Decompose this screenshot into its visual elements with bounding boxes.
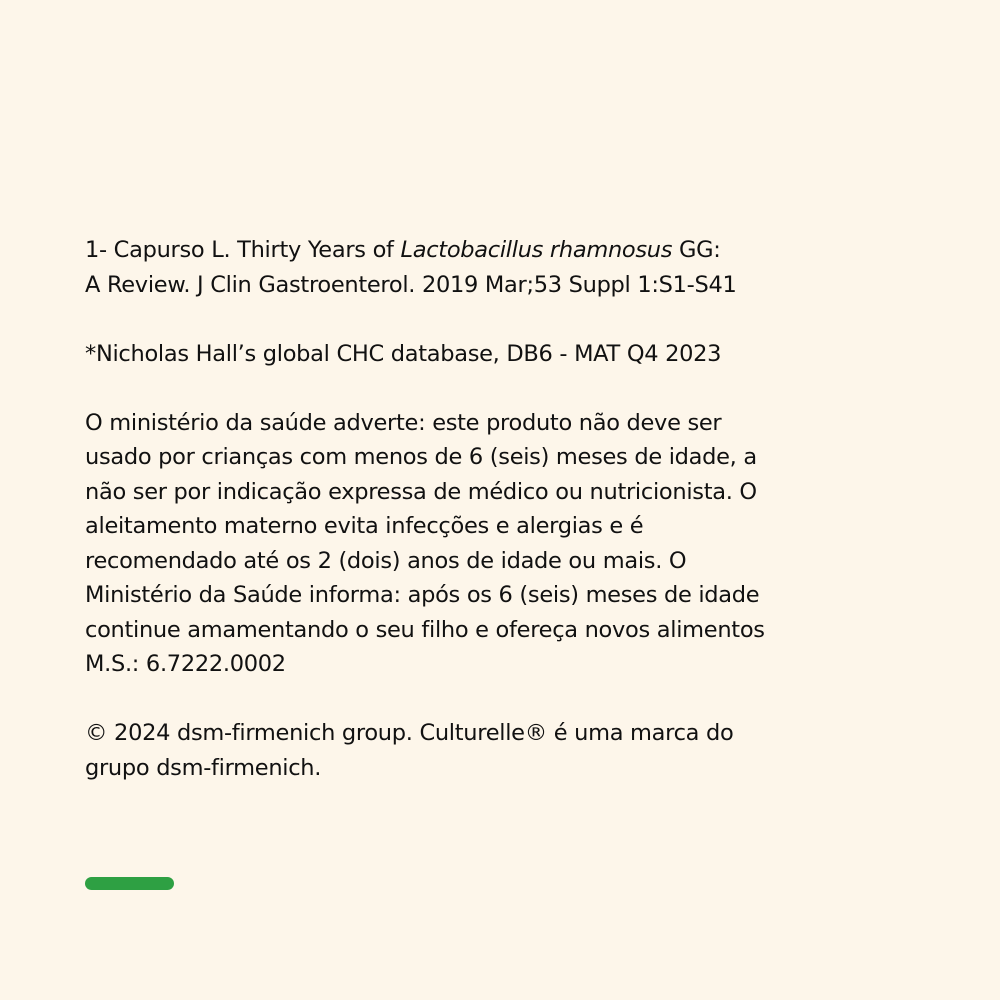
legal-text-block: [85, 233, 965, 820]
warning-line: Ministério da Saúde informa: após os 6 (seis) meses de idade: [85, 582, 760, 608]
reference-suffix: GG:: [672, 237, 721, 263]
copyright-line-1: © 2024 dsm-firmenich group. Culturelle® é uma marca do: [85, 720, 734, 746]
copyright-line-2: grupo dsm-firmenich.: [85, 754, 322, 781]
reference-species-name: Lactobacillus rhamnosus: [400, 237, 673, 263]
warning-line: recomendado até os 2 (dois) anos de idade ou mais. O: [85, 547, 687, 574]
health-ministry-warning: [85, 406, 965, 682]
warning-line: O ministério da saúde adverte: este produto não deve ser: [85, 409, 722, 436]
warning-line: continue amamentando o seu filho e ofereça novos alimentos: [85, 616, 765, 643]
footnote-text: *Nicholas Hall’s global CHC database, DB6 - MAT Q4 2023: [85, 340, 722, 367]
reference-citation: [85, 233, 965, 302]
registration-number: M.S.: 6.7222.0002: [85, 651, 286, 677]
accent-bar: [85, 877, 174, 890]
reference-line-1: [85, 233, 965, 268]
warning-line: usado por crianças com menos de 6 (seis) meses de idade, a: [85, 444, 757, 470]
warning-line: não ser por indicação expressa de médico ou nutricionista. O: [85, 478, 757, 505]
warning-line: aleitamento materno evita infecções e alergias e é: [85, 513, 644, 539]
reference-line-2: A Review. J Clin Gastroenterol. 2019 Mar;53 Suppl 1:S1-S41: [85, 271, 737, 298]
footnote: [85, 337, 965, 372]
reference-prefix: 1- Capurso L. Thirty Years of: [85, 237, 401, 263]
copyright-notice: [85, 716, 965, 785]
